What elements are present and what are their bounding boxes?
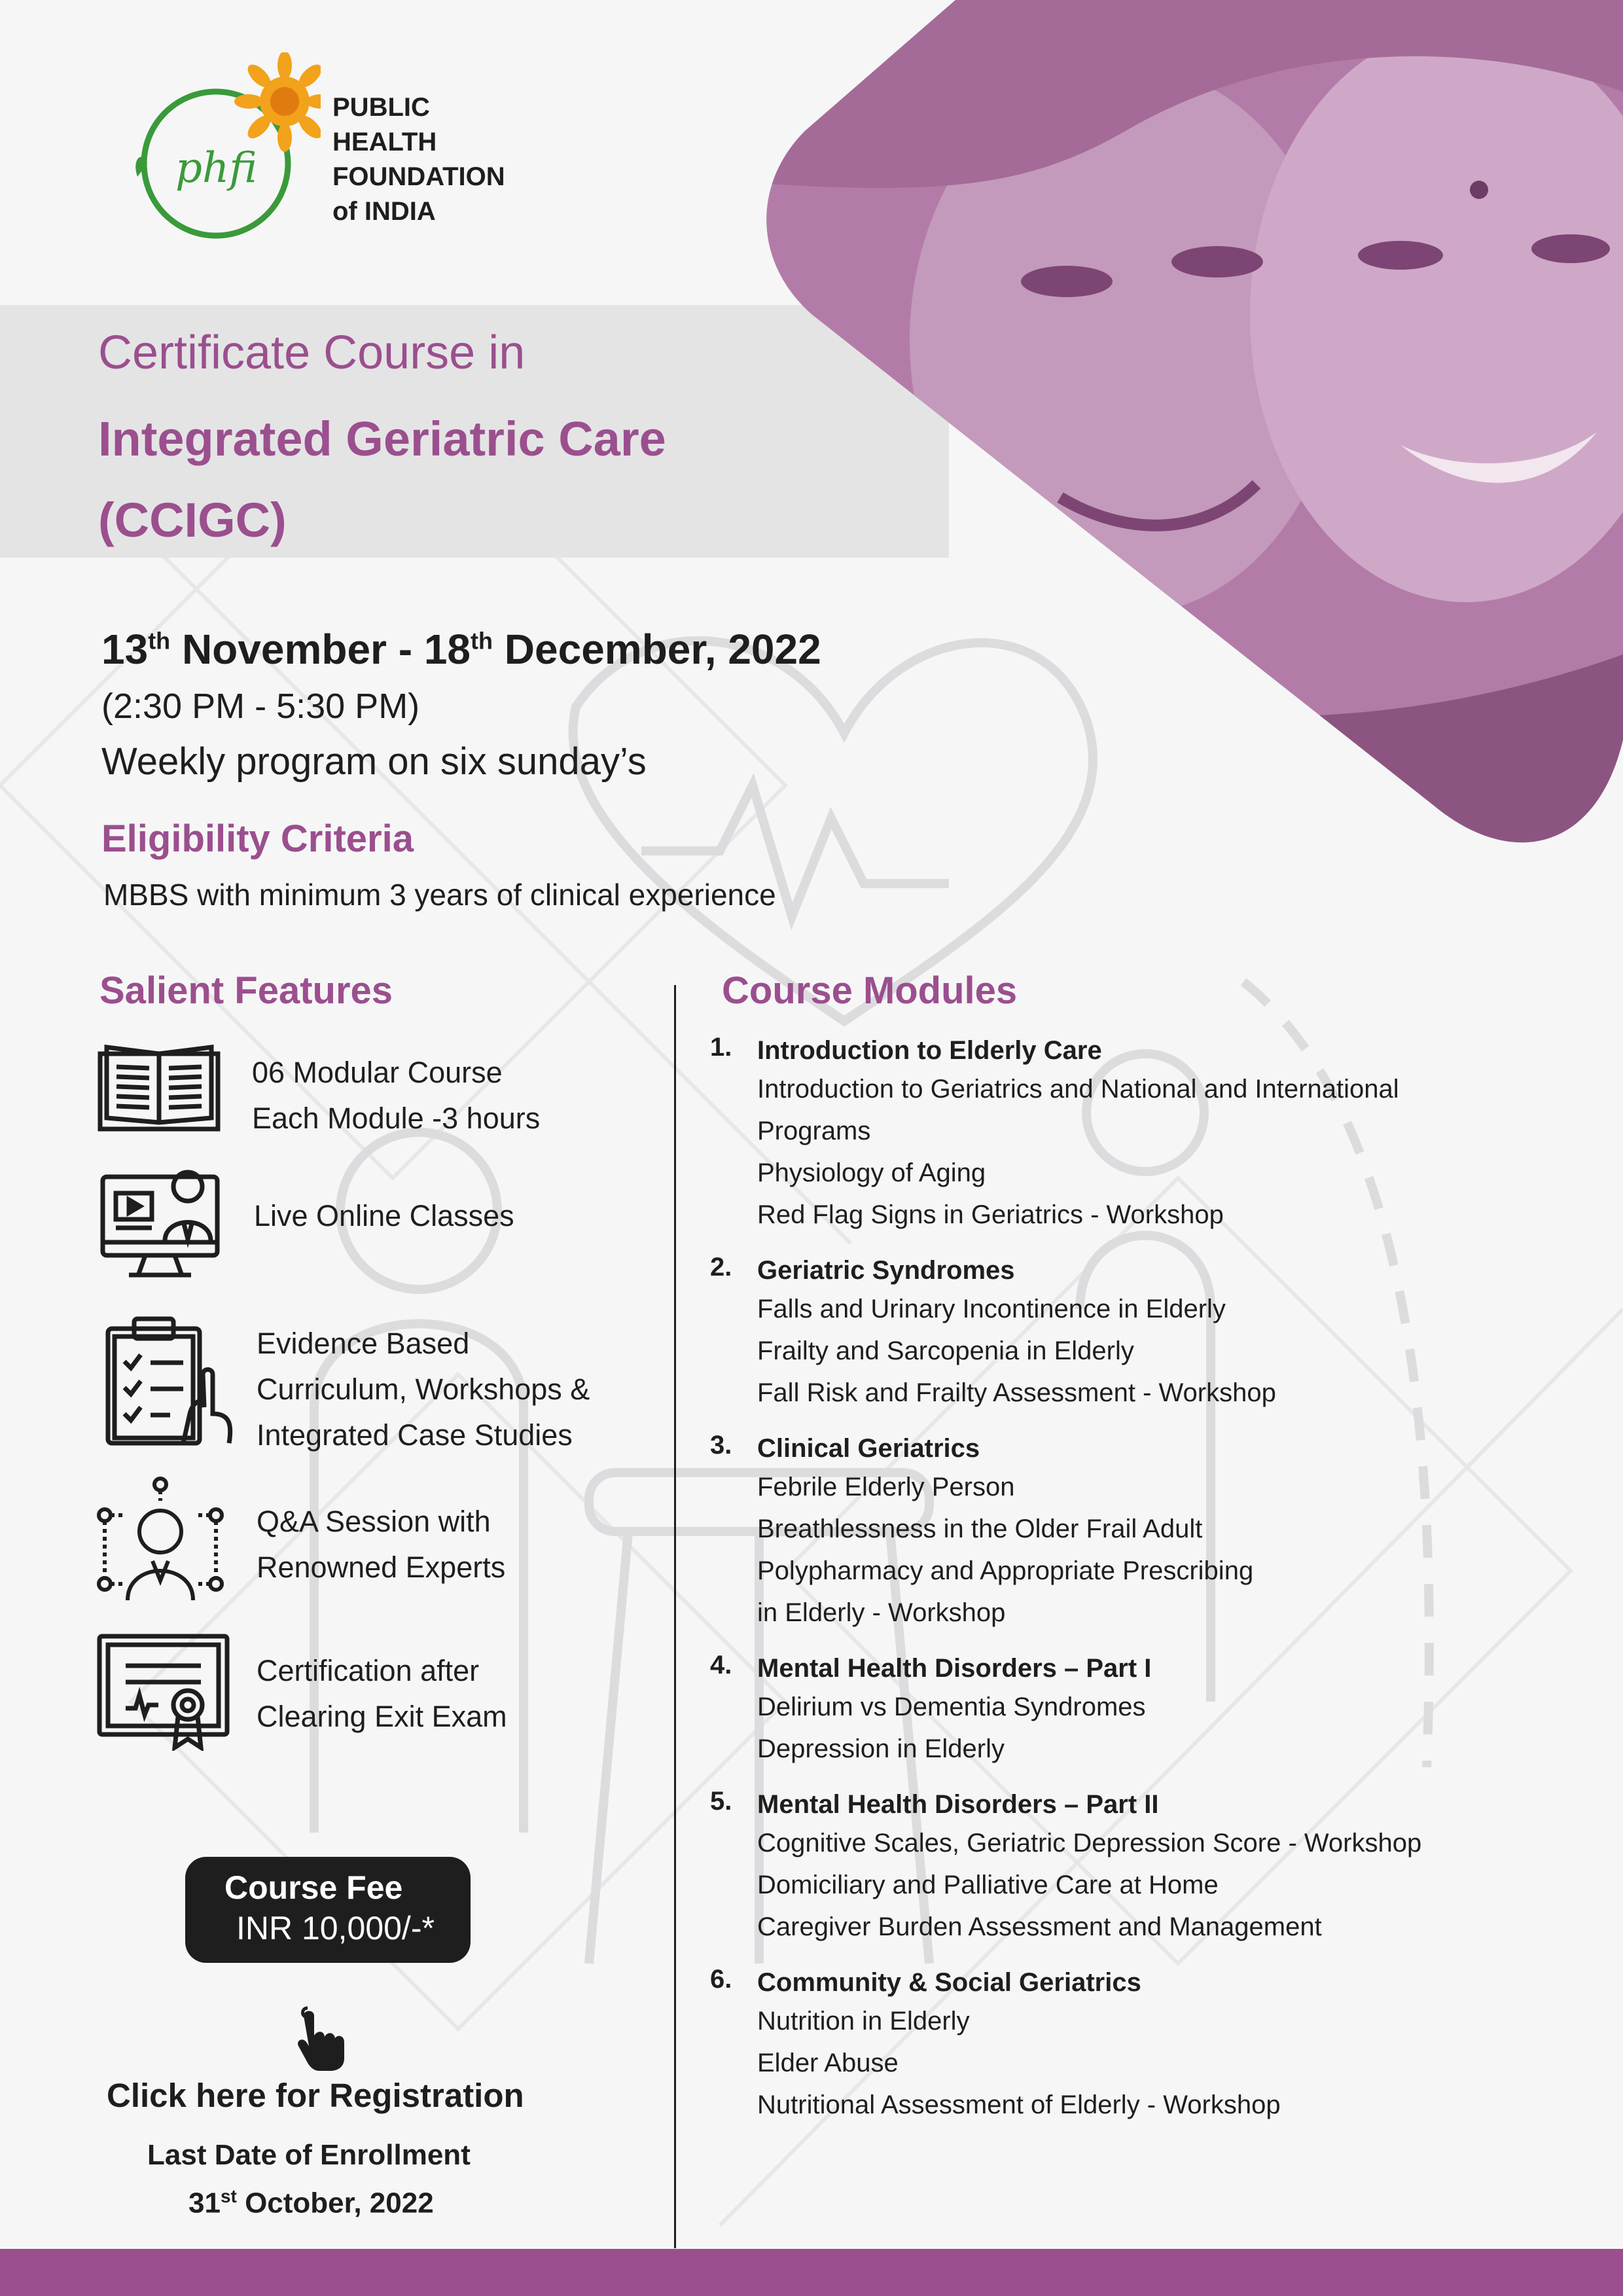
module-title: Mental Health Disorders – Part I bbox=[757, 1654, 1152, 1683]
feature-line: Renowned Experts bbox=[257, 1551, 506, 1584]
feature-online bbox=[254, 1193, 514, 1239]
feature-qa bbox=[257, 1499, 505, 1590]
module-number: 5. bbox=[710, 1787, 732, 1816]
module-topic: Physiology of Aging bbox=[757, 1158, 986, 1187]
phfi-logo bbox=[124, 52, 321, 242]
end-suffix: th bbox=[471, 627, 493, 655]
module-topic: Febrile Elderly Person bbox=[757, 1473, 1015, 1501]
feature-line: Curriculum, Workshops & bbox=[257, 1372, 590, 1406]
feature-line: Each Module -3 hours bbox=[252, 1102, 541, 1135]
module-item bbox=[710, 1253, 1580, 1414]
feature-line: Evidence Based bbox=[257, 1327, 470, 1360]
last-date bbox=[188, 2186, 434, 2220]
module-topic: in Elderly - Workshop bbox=[757, 1598, 1006, 1627]
schedule-note: Weekly program on six sunday’s bbox=[101, 740, 647, 783]
feature-line: Live Online Classes bbox=[254, 1199, 514, 1232]
module-topic: Elder Abuse bbox=[757, 2049, 899, 2077]
module-number: 6. bbox=[710, 1965, 732, 1994]
certificate-icon bbox=[96, 1633, 230, 1751]
eligibility-text: MBBS with minimum 3 years of clinical experience bbox=[103, 878, 776, 912]
module-topic: Frailty and Sarcopenia in Elderly bbox=[757, 1336, 1134, 1365]
module-item bbox=[710, 1033, 1580, 1236]
org-name-line: FOUNDATION bbox=[332, 162, 505, 191]
org-name-line: PUBLIC bbox=[332, 93, 430, 122]
start-month: November - bbox=[181, 626, 424, 673]
modules-list bbox=[710, 1033, 1580, 2126]
module-number: 2. bbox=[710, 1253, 732, 1282]
last-date-month: October, 2022 bbox=[236, 2187, 434, 2219]
feature-modular bbox=[252, 1050, 540, 1141]
feature-line: Integrated Case Studies bbox=[257, 1418, 573, 1452]
org-name-line: of INDIA bbox=[332, 197, 436, 226]
module-topic: Red Flag Signs in Geriatrics - Workshop bbox=[757, 1200, 1224, 1229]
checklist-icon bbox=[105, 1316, 236, 1446]
open-book-icon bbox=[97, 1041, 221, 1136]
title-line-3: (CCIGC) bbox=[98, 493, 287, 547]
feature-line: 06 Modular Course bbox=[252, 1056, 503, 1089]
course-fee-label: Course Fee bbox=[224, 1869, 403, 1906]
features-heading: Salient Features bbox=[99, 969, 393, 1012]
start-day: 13 bbox=[101, 626, 149, 673]
module-topic: Caregiver Burden Assessment and Management bbox=[757, 1912, 1322, 1941]
module-topic: Programs bbox=[757, 1117, 871, 1145]
module-item bbox=[710, 1787, 1580, 1948]
online-class-icon bbox=[99, 1157, 224, 1282]
eligibility-heading: Eligibility Criteria bbox=[101, 817, 414, 860]
module-title: Clinical Geriatrics bbox=[757, 1434, 980, 1463]
module-topic: Cognitive Scales, Geriatric Depression Score - Workshop bbox=[757, 1829, 1422, 1857]
last-date-suffix: st bbox=[220, 2186, 237, 2206]
module-topic: Delirium vs Dementia Syndromes bbox=[757, 1693, 1146, 1721]
module-item bbox=[710, 1431, 1580, 1634]
module-topic: Depression in Elderly bbox=[757, 1734, 1005, 1763]
module-topic: Fall Risk and Frailty Assessment - Workshop bbox=[757, 1378, 1276, 1407]
end-day: 18 bbox=[423, 626, 471, 673]
course-fee-badge bbox=[185, 1857, 471, 1963]
module-title: Geriatric Syndromes bbox=[757, 1256, 1015, 1285]
feature-certification bbox=[257, 1648, 507, 1740]
feature-line: Q&A Session with bbox=[257, 1505, 491, 1538]
modules-heading: Course Modules bbox=[722, 969, 1018, 1012]
module-title: Mental Health Disorders – Part II bbox=[757, 1790, 1159, 1819]
registration-link[interactable]: Click here for Registration bbox=[107, 2077, 524, 2114]
module-number: 4. bbox=[710, 1651, 732, 1679]
footer-bar bbox=[0, 2249, 1623, 2296]
feature-curriculum bbox=[257, 1321, 590, 1458]
last-date-label: Last Date of Enrollment bbox=[147, 2139, 471, 2171]
logo-monogram: phfi bbox=[175, 144, 257, 192]
expert-network-icon bbox=[95, 1476, 226, 1607]
title-line-2: Integrated Geriatric Care bbox=[98, 412, 666, 466]
module-topic: Falls and Urinary Incontinence in Elderly bbox=[757, 1295, 1226, 1323]
module-topic: Nutritional Assessment of Elderly - Workshop bbox=[757, 2090, 1281, 2119]
start-suffix: th bbox=[148, 627, 171, 655]
module-item bbox=[710, 1965, 1580, 2126]
feature-line: Clearing Exit Exam bbox=[257, 1700, 507, 1733]
org-name bbox=[332, 90, 505, 229]
course-dates bbox=[101, 625, 821, 673]
module-topic: Domiciliary and Palliative Care at Home bbox=[757, 1871, 1219, 1899]
course-fee-amount: INR 10,000/-* bbox=[236, 1910, 435, 1946]
module-topic: Polypharmacy and Appropriate Prescribing bbox=[757, 1556, 1254, 1585]
org-name-line: HEALTH bbox=[332, 128, 437, 156]
end-month: December, 2022 bbox=[504, 626, 821, 673]
module-title: Introduction to Elderly Care bbox=[757, 1036, 1102, 1065]
module-title: Community & Social Geriatrics bbox=[757, 1968, 1141, 1997]
hero-photo bbox=[759, 0, 1623, 851]
module-number: 3. bbox=[710, 1431, 732, 1460]
module-topic: Nutrition in Elderly bbox=[757, 2007, 970, 2036]
pointer-hand-icon[interactable] bbox=[294, 2003, 353, 2075]
module-item bbox=[710, 1651, 1580, 1770]
title-line-1: Certificate Course in bbox=[98, 327, 526, 379]
feature-line: Certification after bbox=[257, 1654, 480, 1687]
last-date-day: 31 bbox=[188, 2187, 221, 2219]
module-number: 1. bbox=[710, 1033, 732, 1062]
module-topic: Breathlessness in the Older Frail Adult bbox=[757, 1515, 1203, 1543]
column-divider bbox=[674, 985, 676, 2248]
course-time: (2:30 PM - 5:30 PM) bbox=[101, 687, 420, 726]
module-topic: Introduction to Geriatrics and National and International bbox=[757, 1075, 1399, 1103]
